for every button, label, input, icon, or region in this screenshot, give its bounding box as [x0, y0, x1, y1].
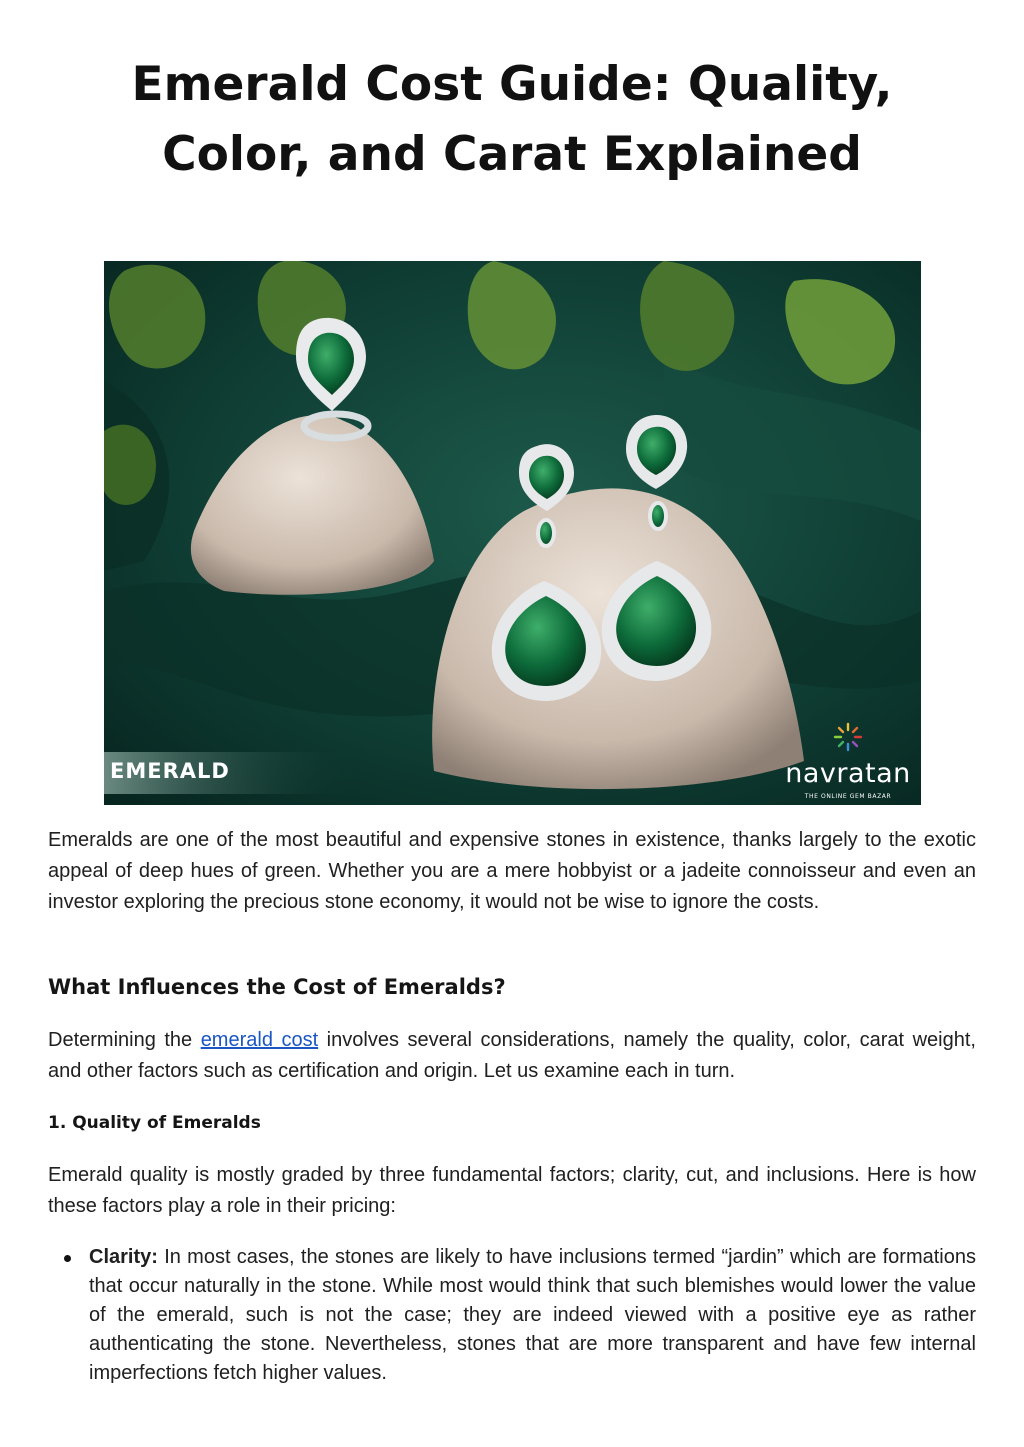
bullet-term: Clarity: [89, 1246, 158, 1268]
section-text-after-link: involves several considerations, namely the quality, color, carat weight, and other factors such as certification and origin. Let us examine each in turn. [48, 1029, 976, 1082]
section-text-before-link: Determining the [48, 1029, 201, 1051]
bullet-text: In most cases, the stones are likely to have inclusions termed “jardin” which are formations that occur naturally in the stone. While most would think that such blemishes would lower the value of the emerald, such is not the case; they are indeed viewed with a positive eye as rather authenticating the stone. Nevertheless, stones that are more transparent and have few internal imperfections fetch higher values. [89, 1246, 976, 1384]
brand-name: navratan [785, 758, 911, 789]
bullet-icon [64, 1255, 71, 1262]
sunburst-logo-icon [833, 722, 863, 752]
hero-caption [104, 752, 324, 794]
subsection-paragraph: Emerald quality is mostly graded by three fundamental factors; clarity, cut, and inclusions. Here is how these factors play a role in their pricing: [48, 1164, 976, 1217]
list-item [48, 1243, 976, 1388]
page-title: Emerald Cost Guide: Quality, Color, and Carat Explained [131, 57, 893, 182]
brand-watermark [780, 722, 916, 802]
hero-image [104, 261, 921, 805]
quality-factor-list [48, 1243, 976, 1388]
emerald-cost-link[interactable]: emerald cost [200, 1029, 319, 1051]
subsection-heading: 1. Quality of Emeralds [48, 1113, 261, 1133]
section-paragraph [48, 1025, 976, 1087]
brand-tagline: THE ONLINE GEM BAZAR [804, 793, 892, 800]
intro-paragraph: Emeralds are one of the most beautiful and expensive stones in existence, thanks largely to the exotic appeal of deep hues of green. Whether you are a mere hobbyist or a jadeite connoisseur and even an investor exploring the precious stone economy, it would not be wise to ignore the costs. [48, 829, 976, 913]
section-heading: What Influences the Cost of Emeralds? [48, 975, 506, 999]
hero-caption-text: EMERALD [110, 759, 230, 783]
